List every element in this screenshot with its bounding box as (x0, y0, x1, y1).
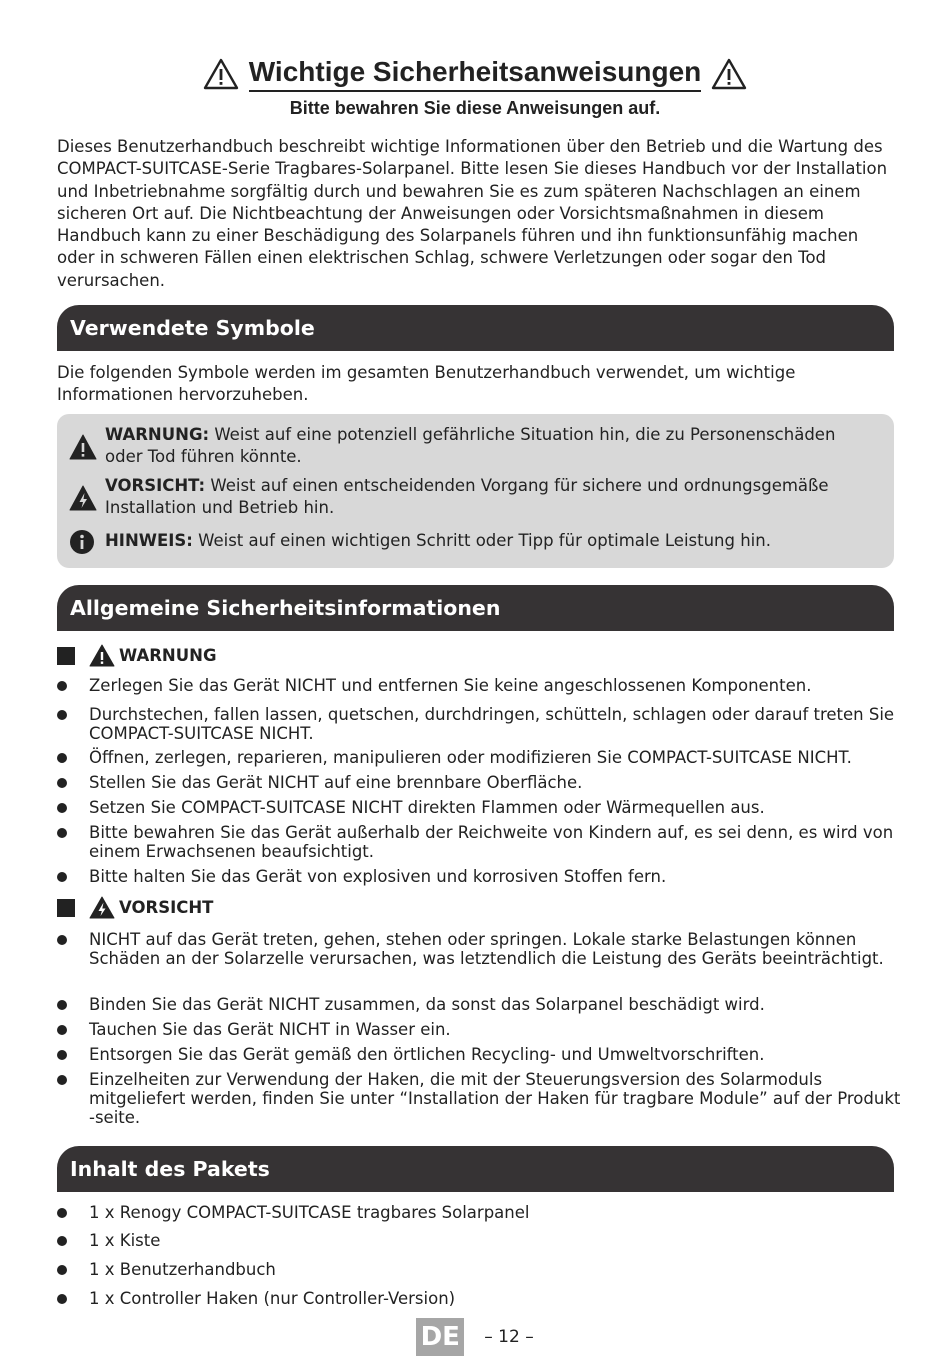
symbol-hinweis-row (105, 530, 875, 552)
list-item: 1 x Controller Haken (nur Controller-Version) (57, 1289, 455, 1308)
list-item: Setzen Sie COMPACT-SUITCASE NICHT direkten Flammen oder Wärmequellen aus. (57, 798, 765, 817)
section-heading-general-safety: Allgemeine Sicherheitsinformationen (57, 585, 894, 631)
list-item: 1 x Benutzerhandbuch (57, 1260, 276, 1279)
symbol-warning-label: WARNUNG: (105, 425, 210, 444)
caution-subheading-label: VORSICHT (119, 898, 214, 917)
intro-paragraph: Dieses Benutzerhandbuch beschreibt wichtige Informationen über den Betrieb und die Wartung des COMPACT-SUITCASE-Serie Tragbares-Solarpanel. Bitte lesen Sie dieses Handbuch vor der Installation und Inbetriebnahme sorgfältig durch und bewahren Sie es zum späteren Nachschlagen an einem sicheren Ort auf. Die Nichtbeachtung der Anweisungen oder Vorsichtsmaßnahmen in diesem Handbuch kann zu einer Beschädigung des Solarpanels führen und ihn funktionsunfähig machen oder in schweren Fällen einen elektrischen Schlag, schwere Verletzungen oder sogar den Tod verursachen. (57, 137, 888, 290)
language-badge: DE (416, 1318, 464, 1356)
symbol-legend-box (57, 414, 894, 568)
symbol-hinweis-text: Weist auf einen wichtigen Schritt oder Tipp für optimale Leistung hin. (192, 531, 771, 550)
warning-triangle-icon (203, 58, 239, 90)
square-bullet (57, 647, 75, 665)
list-item: 1 x Renogy COMPACT-SUITCASE tragbares Solarpanel (57, 1203, 529, 1222)
list-item: Öffnen, zerlegen, reparieren, manipulieren oder modifizieren Sie COMPACT-SUITCASE NICHT. (57, 748, 852, 767)
list-item: Einzelheiten zur Verwendung der Haken, die mit der Steuerungsversion des Solarmoduls mitgeliefert werden, finden Sie unter “Installation der Haken für tragbare Module” auf der Produkt -seite. (57, 1070, 902, 1127)
list-item: Bitte bewahren Sie das Gerät außerhalb der Reichweite von Kindern auf, es sei denn, es wird von einem Erwachsenen beaufsichtigt. (57, 823, 902, 861)
list-item: Binden Sie das Gerät NICHT zusammen, da sonst das Solarpanel beschädigt wird. (57, 995, 765, 1014)
page-footer (0, 1318, 950, 1356)
symbol-hinweis-label: HINWEIS: (105, 531, 193, 550)
page-subtitle: Bitte bewahren Sie diese Anweisungen auf. (289, 98, 661, 118)
symbol-warning-text: Weist auf eine potenziell gefährliche Situation hin, die zu Personenschäden oder Tod führen könnte. (105, 425, 836, 466)
warning-triangle-icon (711, 58, 747, 90)
warning-subheading (57, 644, 217, 667)
section-heading-package-contents: Inhalt des Pakets (57, 1146, 894, 1192)
list-item: Stellen Sie das Gerät NICHT auf eine brennbare Oberfläche. (57, 773, 582, 792)
list-item: Entsorgen Sie das Gerät gemäß den örtlichen Recycling- und Umweltvorschriften. (57, 1045, 765, 1064)
list-item: 1 x Kiste (57, 1231, 160, 1250)
warning-triangle-icon (69, 434, 97, 464)
square-bullet (57, 899, 75, 917)
section-heading-symbols: Verwendete Symbole (57, 305, 894, 351)
list-item: Tauchen Sie das Gerät NICHT in Wasser ein. (57, 1020, 451, 1039)
list-item: Zerlegen Sie das Gerät NICHT und entfernen Sie keine angeschlossenen Komponenten. (57, 676, 811, 695)
caution-lightning-icon (89, 896, 115, 919)
symbol-caution-text: Weist auf einen entscheidenden Vorgang für sichere und ordnungsgemäße Installation und Betrieb hin. (105, 476, 829, 517)
warning-triangle-icon (89, 644, 115, 667)
symbol-warning-row (105, 424, 875, 468)
symbol-caution-label: VORSICHT: (105, 476, 206, 495)
list-item: NICHT auf das Gerät treten, gehen, stehen oder springen. Lokale starke Belastungen können Schäden an der Solarzelle verursachen, was letztendlich die Leistung des Geräts beeinträchtigt. (57, 930, 902, 968)
page-number: – 12 – (484, 1327, 534, 1347)
warning-subheading-label: WARNUNG (119, 646, 217, 665)
title-row (0, 54, 950, 94)
list-item: Durchstechen, fallen lassen, quetschen, durchdringen, schütteln, schlagen oder darauf treten Sie COMPACT-SUITCASE NICHT. (57, 705, 902, 743)
symbol-caution-row (105, 475, 875, 519)
info-circle-icon (69, 529, 95, 559)
symbols-intro: Die folgenden Symbole werden im gesamten Benutzerhandbuch verwendet, um wichtige Informationen hervorzuheben. (57, 363, 796, 405)
list-item: Bitte halten Sie das Gerät von explosiven und korrosiven Stoffen fern. (57, 867, 666, 886)
caution-lightning-icon (69, 485, 97, 515)
caution-subheading (57, 896, 213, 919)
page-title: Wichtige Sicherheitsanweisungen (249, 56, 702, 92)
